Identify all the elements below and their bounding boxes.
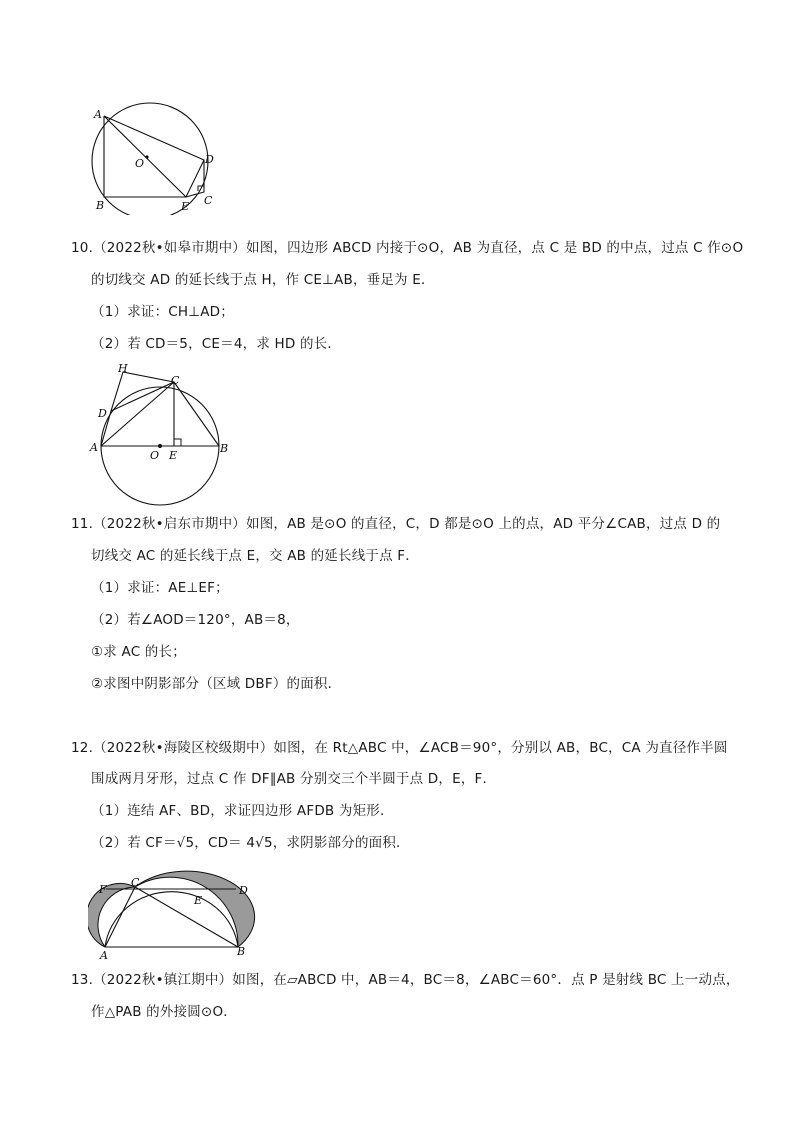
q10-part2: （2）若 CD＝5，CE＝4，求 HD 的长． <box>91 336 342 352</box>
label-e: E <box>169 449 178 462</box>
q10-part1: （1）求证：CH⊥AD； <box>91 304 234 320</box>
label-e: E <box>194 894 203 907</box>
line-ahc <box>101 372 174 446</box>
label-c: C <box>171 374 180 387</box>
figure-q9 <box>80 100 230 215</box>
center-dot <box>158 444 162 448</box>
right-angle-mark <box>174 439 181 446</box>
q11-stem-line1: 11.（2022秋•启东市期中）如图，AB 是⊙O 的直径，C，D 都是⊙O 上的点，AD 平分∠CAB，过点 D 的 <box>71 516 721 532</box>
q12-part2: （2）若 CF＝√5，CD＝ 4√5，求阴影部分的面积． <box>91 835 410 851</box>
quad-abed <box>104 116 204 197</box>
center-dot <box>145 155 148 158</box>
q12-part1: （1）连结 AF、BD，求证四边形 AFDB 为矩形． <box>91 803 394 819</box>
label-a: A <box>94 108 102 121</box>
label-b: B <box>220 442 229 455</box>
label-b: B <box>237 945 246 958</box>
label-d: D <box>205 153 214 166</box>
label-b: B <box>96 199 105 212</box>
q11-sub1: ①求 AC 的长； <box>91 644 186 660</box>
figure-q12 <box>88 855 258 965</box>
q12-stem-line1: 12.（2022秋•海陵区校级期中）如图，在 Rt△ABC 中，∠ACB＝90°，分别以 AB，BC，CA 为直径作半圆 <box>71 740 728 756</box>
figure-q10 <box>88 360 238 510</box>
label-e: E <box>181 200 190 213</box>
label-f: F <box>99 883 107 896</box>
quad-dcb <box>111 382 219 446</box>
q10-stem-line1: 10.（2022秋•如皋市期中）如图，四边形 ABCD 内接于⊙O，AB 为直径，点 C 是 BD 的中点，过点 C 作⊙O <box>71 240 744 256</box>
segment-ae <box>104 116 186 197</box>
shaded-lune-left <box>88 883 135 947</box>
q11-part1: （1）求证：AE⊥EF； <box>91 580 229 596</box>
q11-sub2: ②求图中阴影部分（区域 DBF）的面积． <box>91 676 342 692</box>
shaded-lune-right <box>135 871 255 947</box>
label-o: O <box>150 449 160 462</box>
q11-stem-line2: 切线交 AC 的延长线于点 E，交 AB 的延长线于点 F． <box>91 548 419 564</box>
q13-stem-line1: 13.（2022秋•镇江期中）如图，在▱ABCD 中，AB＝4，BC＝8，∠ABC＝60°．点 P 是射线 BC 上一动点， <box>71 972 740 988</box>
label-d: D <box>239 884 248 897</box>
circle-o <box>92 103 208 215</box>
q11-part2: （2）若∠AOD＝120°，AB＝8， <box>91 612 300 628</box>
semicircle-ab <box>105 892 238 947</box>
label-c: C <box>131 876 140 889</box>
label-c: C <box>204 194 213 207</box>
q13-stem-line2: 作△PAB 的外接圆⊙O． <box>91 1004 237 1020</box>
label-a: A <box>100 949 108 962</box>
label-o: O <box>135 157 145 170</box>
q10-stem-line2: 的切线交 AD 的延长线于点 H，作 CE⊥AB，垂足为 E． <box>91 272 435 288</box>
label-d: D <box>98 407 107 420</box>
label-h: H <box>118 362 128 375</box>
q12-stem-line2: 围成两月牙形，过点 C 作 DF∥AB 分别交三个半圆于点 D，E，F． <box>91 771 497 787</box>
label-a: A <box>90 441 98 454</box>
